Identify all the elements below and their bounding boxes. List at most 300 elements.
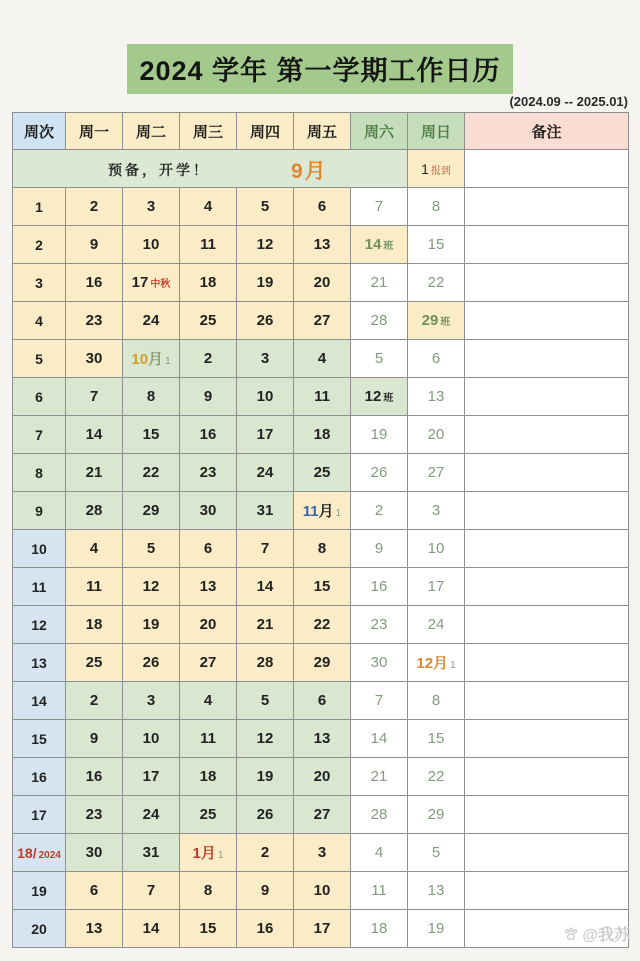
cell-text: 5 (260, 198, 270, 215)
day-cell (237, 302, 294, 340)
cell-text: 16 (370, 578, 388, 595)
week-number-cell (13, 568, 66, 606)
cell-text: 31 (142, 844, 160, 861)
day-cell (237, 568, 294, 606)
day-cell (237, 188, 294, 226)
day-cell (408, 226, 465, 264)
cell-text: 20 (31, 920, 47, 937)
cell-text: 7 (374, 198, 384, 215)
cell-text: 27 (427, 464, 445, 481)
cell-text: 班 (383, 393, 394, 404)
cell-text: 11 (314, 388, 330, 405)
cell-text: 30 (370, 654, 388, 671)
notes-cell (465, 530, 629, 568)
day-cell (66, 340, 123, 378)
notes-cell (465, 682, 629, 720)
cell-text: 24 (256, 464, 274, 481)
day-cell (408, 188, 465, 226)
day-cell (123, 568, 180, 606)
cell-text: 9 (35, 502, 43, 519)
cell-text: 7 (374, 692, 384, 709)
day-cell (237, 378, 294, 416)
cell-text: 2 (203, 350, 213, 367)
day-cell (180, 872, 237, 910)
cell-text: 15 (199, 920, 217, 937)
cell-text: 9 (374, 540, 384, 557)
day-cell (123, 264, 180, 302)
cell-text: 15 (427, 236, 445, 253)
week-number-cell (13, 188, 66, 226)
cell-text: 12 (256, 236, 274, 253)
notes-cell (465, 378, 629, 416)
day-cell (180, 644, 237, 682)
paw-icon (563, 926, 579, 942)
day-cell (351, 416, 408, 454)
day-cell (351, 758, 408, 796)
day-cell (408, 644, 465, 682)
day-cell (408, 606, 465, 644)
cell-text: 14 (370, 730, 388, 747)
cell-text: 14 (85, 426, 103, 443)
cell-text: 5 (260, 692, 270, 709)
cell-text: 16 (85, 274, 103, 291)
cell-text: 24 (142, 312, 160, 329)
week-row (13, 340, 629, 378)
day-cell (294, 606, 351, 644)
day-cell (180, 834, 237, 872)
cell-text: 31 (256, 502, 274, 519)
week-row (13, 226, 629, 264)
week-row (13, 606, 629, 644)
cell-text: 1 (450, 660, 456, 671)
cell-text: 23 (370, 616, 388, 633)
cell-text: 25 (85, 654, 103, 671)
notes-cell (465, 568, 629, 606)
cell-text: 10 (31, 540, 47, 557)
week-row (13, 302, 629, 340)
week-number-cell (13, 758, 66, 796)
day-cell (237, 416, 294, 454)
day-cell (351, 492, 408, 530)
cell-text: 21 (370, 274, 388, 291)
week-row (13, 720, 629, 758)
cell-text: 9 (89, 730, 99, 747)
day-cell (408, 910, 465, 948)
cell-text: 17 (131, 274, 149, 291)
cell-text: 11 (200, 730, 216, 747)
cell-text: 11 (200, 236, 216, 253)
day-cell (351, 834, 408, 872)
cell-text: 10 (313, 882, 331, 899)
day-cell (351, 378, 408, 416)
notes-cell (465, 606, 629, 644)
cell-text: 17 (256, 426, 274, 443)
day-cell (351, 454, 408, 492)
cell-text: 4 (35, 312, 43, 329)
calendar-table (12, 112, 629, 948)
day-cell (408, 492, 465, 530)
day-cell (408, 378, 465, 416)
cell-text: 25 (199, 312, 217, 329)
cell-text: 8 (146, 388, 156, 405)
cell-text: 19 (256, 768, 274, 785)
cell-text: 10 (142, 730, 160, 747)
week-number-cell (13, 454, 66, 492)
cell-text: 21 (256, 616, 274, 633)
cell-text: 9 (203, 388, 213, 405)
cell-text: 6 (35, 388, 43, 405)
cell-text: 15 (313, 578, 331, 595)
cell-text: 25 (313, 464, 331, 481)
cell-text: 5 (146, 540, 156, 557)
cell-text: 28 (370, 806, 388, 823)
cell-text: 23 (199, 464, 217, 481)
day-cell (294, 378, 351, 416)
day-cell (180, 226, 237, 264)
week-row (13, 492, 629, 530)
cell-text: 24 (142, 806, 160, 823)
week-number-cell (13, 226, 66, 264)
day-cell (180, 492, 237, 530)
week-row (13, 872, 629, 910)
cell-text: 10 (427, 540, 445, 557)
header-sunday: 周日 (408, 113, 465, 150)
cell-text: 27 (199, 654, 217, 671)
day-cell (294, 530, 351, 568)
cell-text: 1 (35, 198, 43, 215)
cell-text: 18 (199, 768, 217, 785)
cell-text: 14 (31, 692, 47, 709)
cell-text: 18 (313, 426, 331, 443)
cell-text: 班 (383, 241, 394, 252)
day-cell (351, 188, 408, 226)
cell-text: 11 (31, 578, 47, 595)
cell-text: 月 (318, 503, 334, 520)
day-cell (123, 834, 180, 872)
day-cell (66, 492, 123, 530)
day-cell (237, 226, 294, 264)
cell-text: 6 (317, 198, 327, 215)
day-cell (351, 340, 408, 378)
day-cell (408, 796, 465, 834)
cell-text: 8 (431, 692, 441, 709)
cell-text: 1 (192, 845, 201, 862)
day-cell (123, 530, 180, 568)
day-cell (237, 264, 294, 302)
cell-text: 12 (416, 655, 434, 672)
cell-text: 19 (256, 274, 274, 291)
cell-text: 3 (431, 502, 441, 519)
cell-text: 12 (31, 616, 47, 633)
week-row (13, 264, 629, 302)
day-cell (180, 910, 237, 948)
notes-cell (465, 264, 629, 302)
cell-text: 27 (313, 806, 331, 823)
day-cell (66, 758, 123, 796)
notes-cell (465, 188, 629, 226)
cell-text: 1 (217, 850, 224, 861)
cell-text: 18/ (17, 844, 37, 861)
day-cell (237, 796, 294, 834)
cell-text: 1 (335, 508, 342, 519)
day-cell (123, 758, 180, 796)
day-cell (294, 720, 351, 758)
cell-text: 6 (203, 540, 213, 557)
header-row (13, 113, 629, 150)
cell-text: 17 (142, 768, 160, 785)
day-cell (294, 796, 351, 834)
day-cell (351, 568, 408, 606)
cell-text: 20 (313, 768, 331, 785)
week-number-cell (13, 264, 66, 302)
day-cell (66, 264, 123, 302)
day-cell (294, 872, 351, 910)
week-row (13, 682, 629, 720)
day-cell (237, 720, 294, 758)
banner-sunday-cell (408, 150, 465, 188)
cell-text: 3 (35, 274, 43, 291)
cell-text: 2024 (38, 849, 61, 861)
week-number-cell (13, 378, 66, 416)
day-cell (294, 682, 351, 720)
day-cell (123, 910, 180, 948)
cell-text: 4 (374, 844, 384, 861)
cell-text: 月 (200, 845, 216, 862)
day-cell (408, 416, 465, 454)
day-cell (237, 682, 294, 720)
cell-text: 26 (256, 312, 274, 329)
week-row (13, 378, 629, 416)
cell-text: 30 (85, 844, 103, 861)
day-cell (180, 682, 237, 720)
cell-text: 16 (85, 768, 103, 785)
day-cell (351, 264, 408, 302)
cell-text: 21 (85, 464, 103, 481)
day-cell (123, 872, 180, 910)
cell-text: 7 (89, 388, 99, 405)
day-cell (351, 226, 408, 264)
cell-text: 19 (31, 882, 47, 899)
cell-text: 26 (256, 806, 274, 823)
cell-text: 13 (31, 654, 47, 671)
day-cell (237, 834, 294, 872)
day-cell (123, 416, 180, 454)
day-cell (180, 568, 237, 606)
cell-text: 16 (31, 768, 47, 785)
notes-cell (465, 226, 629, 264)
week-number-cell (13, 796, 66, 834)
cell-text: 18 (370, 920, 388, 937)
cell-text: 29 (421, 312, 439, 329)
notes-cell (465, 834, 629, 872)
cell-text: 5 (431, 844, 441, 861)
cell-text: 3 (146, 692, 156, 709)
day-cell (237, 340, 294, 378)
cell-text: 28 (370, 312, 388, 329)
banner-sunday-day: 1 (421, 160, 429, 177)
cell-text: 23 (85, 806, 103, 823)
day-cell (408, 568, 465, 606)
header-friday: 周五 (294, 113, 351, 150)
cell-text: 5 (374, 350, 384, 367)
day-cell (180, 302, 237, 340)
cell-text: 13 (85, 920, 103, 937)
day-cell (351, 530, 408, 568)
cell-text: 17 (427, 578, 445, 595)
banner-month-label: 9月 (291, 160, 328, 183)
day-cell (351, 302, 408, 340)
cell-text: 22 (142, 464, 160, 481)
header-wednesday: 周三 (180, 113, 237, 150)
header-notes-col: 备注 (465, 113, 629, 150)
cell-text: 6 (89, 882, 99, 899)
day-cell (408, 264, 465, 302)
cell-text: 20 (427, 426, 445, 443)
cell-text: 班 (440, 317, 451, 328)
cell-text: 月 (433, 655, 449, 672)
day-cell (351, 720, 408, 758)
cell-text: 16 (199, 426, 217, 443)
day-cell (123, 188, 180, 226)
cell-text: 2 (89, 198, 99, 215)
week-row (13, 530, 629, 568)
cell-text: 9 (89, 236, 99, 253)
day-cell (294, 226, 351, 264)
notes-cell (465, 416, 629, 454)
cell-text: 28 (256, 654, 274, 671)
cell-text: 8 (431, 198, 441, 215)
week-row (13, 644, 629, 682)
cell-text: 28 (85, 502, 103, 519)
september-banner-row (13, 150, 629, 188)
day-cell (66, 644, 123, 682)
day-cell (123, 340, 180, 378)
cell-text: 23 (85, 312, 103, 329)
day-cell (294, 758, 351, 796)
cell-text: 6 (431, 350, 441, 367)
cell-text: 15 (142, 426, 160, 443)
cell-text: 14 (142, 920, 160, 937)
day-cell (66, 530, 123, 568)
cell-text: 13 (427, 388, 445, 405)
day-cell (180, 188, 237, 226)
day-cell (237, 606, 294, 644)
notes-cell (465, 720, 629, 758)
day-cell (123, 720, 180, 758)
notes-cell (465, 340, 629, 378)
day-cell (123, 378, 180, 416)
notes-cell (465, 644, 629, 682)
day-cell (123, 682, 180, 720)
cell-text: 2 (374, 502, 384, 519)
week-number-cell (13, 872, 66, 910)
cell-text: 29 (313, 654, 331, 671)
cell-text: 2 (89, 692, 99, 709)
day-cell (180, 340, 237, 378)
day-cell (66, 606, 123, 644)
day-cell (408, 340, 465, 378)
day-cell (180, 416, 237, 454)
cell-text: 13 (313, 730, 331, 747)
day-cell (294, 644, 351, 682)
day-cell (294, 492, 351, 530)
day-cell (294, 454, 351, 492)
day-cell (180, 264, 237, 302)
cell-text: 8 (203, 882, 213, 899)
week-row (13, 454, 629, 492)
watermark (563, 922, 630, 945)
cell-text: 17 (313, 920, 331, 937)
cell-text: 11 (302, 503, 319, 520)
week-number-cell (13, 302, 66, 340)
header-saturday: 周六 (351, 113, 408, 150)
week-number-cell (13, 530, 66, 568)
cell-text: 4 (203, 692, 213, 709)
day-cell (66, 682, 123, 720)
cell-text: 2 (35, 236, 43, 253)
title-wrap (0, 44, 640, 94)
cell-text: 17 (31, 806, 47, 823)
day-cell (294, 188, 351, 226)
day-cell (408, 682, 465, 720)
day-cell (351, 872, 408, 910)
day-cell (66, 910, 123, 948)
day-cell (66, 834, 123, 872)
banner-sunday-note: 报到 (430, 165, 451, 177)
day-cell (66, 188, 123, 226)
cell-text: 12 (142, 578, 160, 595)
cell-text: 10 (131, 351, 149, 368)
cell-text: 13 (313, 236, 331, 253)
notes-cell (465, 796, 629, 834)
cell-text: 30 (85, 350, 103, 367)
week-number-cell (13, 644, 66, 682)
cell-text: 中秋 (150, 279, 171, 290)
notes-cell (465, 302, 629, 340)
cell-text: 8 (35, 464, 43, 481)
day-cell (180, 796, 237, 834)
day-cell (66, 416, 123, 454)
week-number-cell (13, 682, 66, 720)
cell-text: 22 (427, 274, 445, 291)
day-cell (294, 302, 351, 340)
day-cell (294, 416, 351, 454)
september-banner-cell (13, 150, 408, 188)
day-cell (123, 492, 180, 530)
cell-text: 2 (260, 844, 270, 861)
notes-cell (465, 454, 629, 492)
cell-text: 18 (85, 616, 103, 633)
cell-text: 11 (371, 882, 387, 899)
cell-text: 24 (427, 616, 445, 633)
week-number-cell (13, 910, 66, 948)
date-range: (2024.09 -- 2025.01) (509, 94, 628, 109)
cell-text: 20 (313, 274, 331, 291)
day-cell (351, 682, 408, 720)
day-cell (180, 720, 237, 758)
day-cell (66, 226, 123, 264)
day-cell (66, 302, 123, 340)
day-cell (408, 834, 465, 872)
cell-text: 4 (203, 198, 213, 215)
cell-text: 26 (370, 464, 388, 481)
cell-text: 29 (427, 806, 445, 823)
cell-text: 29 (142, 502, 160, 519)
cell-text: 14 (364, 236, 382, 253)
cell-text: 14 (256, 578, 274, 595)
day-cell (66, 568, 123, 606)
day-cell (351, 644, 408, 682)
